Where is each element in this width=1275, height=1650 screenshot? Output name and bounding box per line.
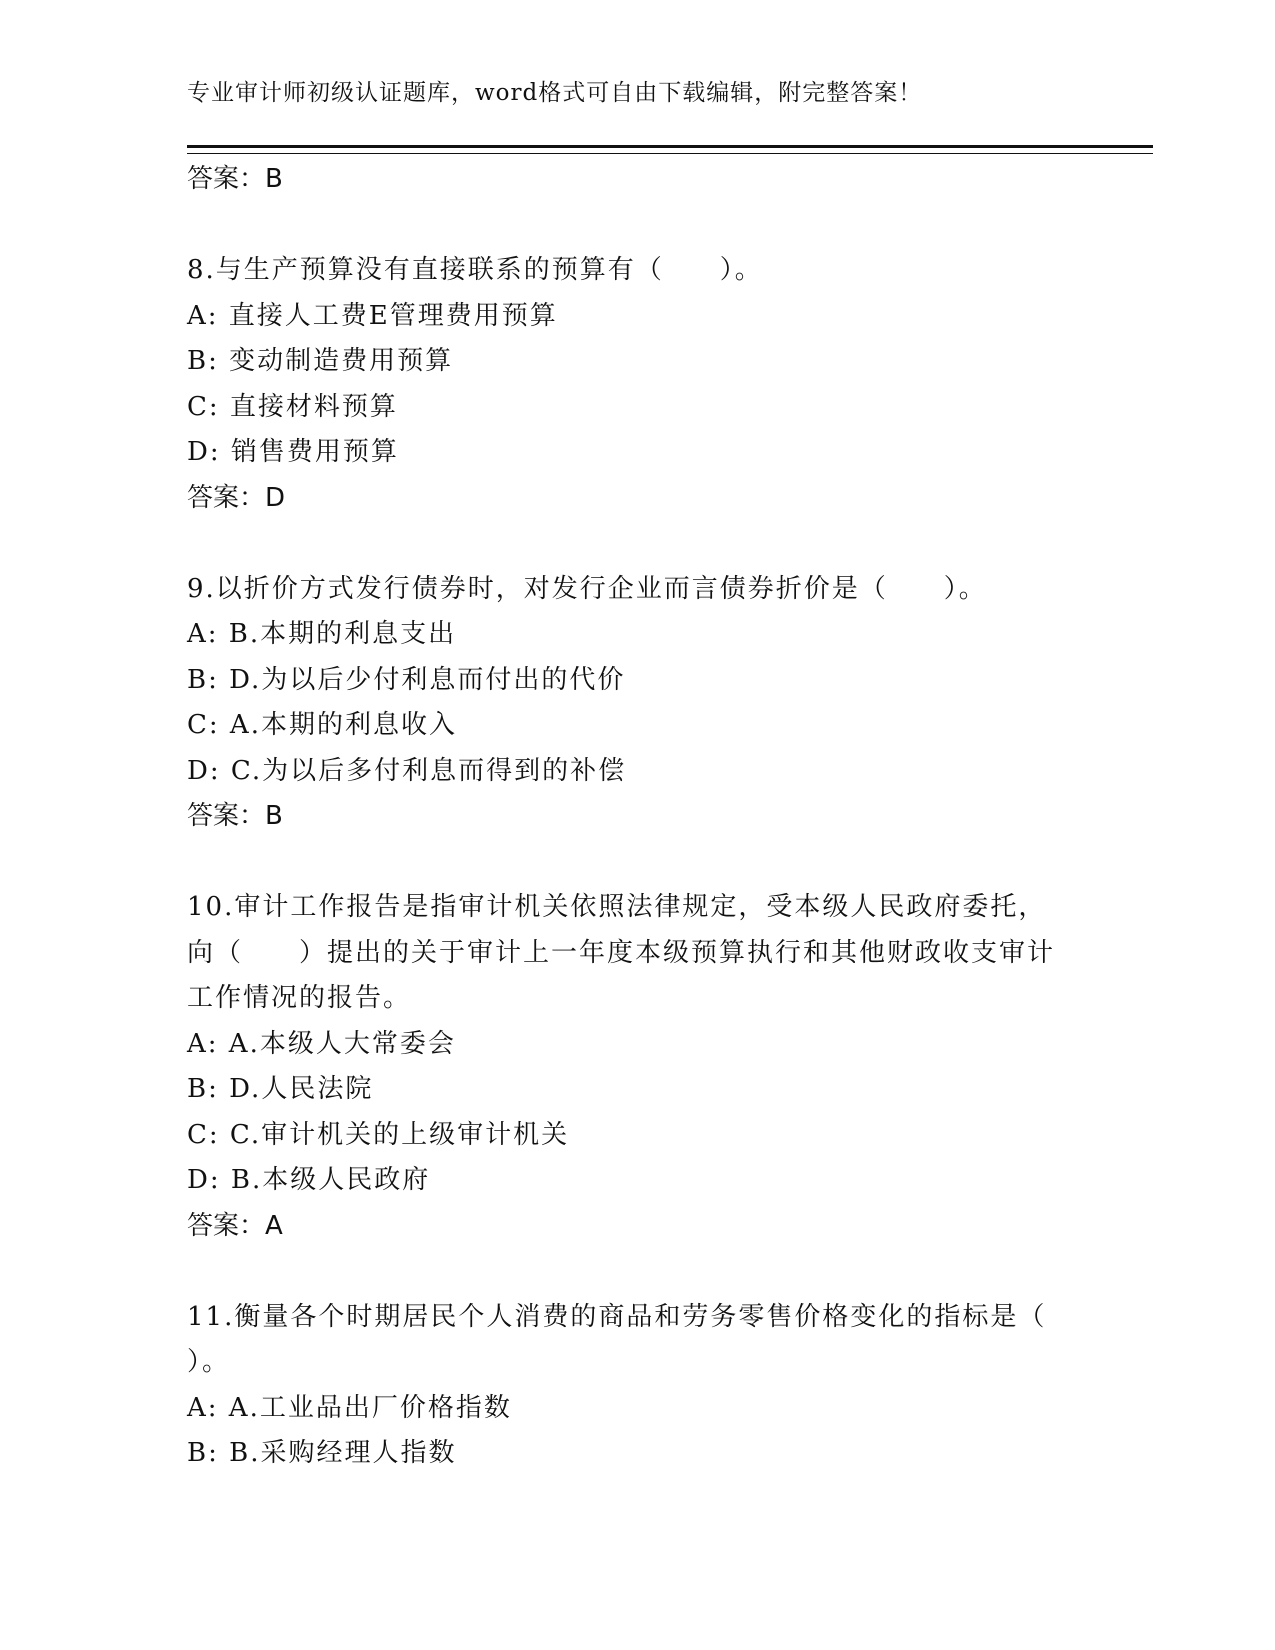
question-block <box>187 567 1107 840</box>
option-d: D: C.为以后多付利息而得到的补偿 <box>187 755 627 786</box>
question-list <box>187 157 1107 1477</box>
option-b: B: 变动制造费用预算 <box>187 346 454 376</box>
question-block <box>187 885 1107 1249</box>
option-a: A: A.本级人大常委会 <box>187 1028 456 1059</box>
option-b: B: D.人民法院 <box>187 1074 374 1104</box>
option-d: D: B.本级人民政府 <box>187 1165 431 1195</box>
question-text: 8.与生产预算没有直接联系的预算有（ ）。 <box>187 255 763 285</box>
spacer <box>187 840 1107 886</box>
option-a: A: A.工业品出厂价格指数 <box>187 1392 512 1423</box>
option-a: A: B.本期的利息支出 <box>187 619 457 649</box>
option-c: C: C.审计机关的上级审计机关 <box>187 1119 570 1150</box>
option-d: D: 销售费用预算 <box>187 437 399 467</box>
question-block <box>187 248 1107 521</box>
question-block <box>187 1295 1107 1477</box>
answer: 答案：B <box>187 801 283 831</box>
question-text: ）。 <box>187 1347 231 1377</box>
option-c: C: 直接材料预算 <box>187 391 398 422</box>
question-text: 10.审计工作报告是指审计机关依照法律规定，受本级人民政府委托， <box>187 892 1047 922</box>
answer: 答案：D <box>187 482 286 513</box>
option-a: A: 直接人工费E管理费用预算 <box>187 300 558 331</box>
header-divider <box>187 145 1153 154</box>
question-text: 工作情况的报告。 <box>187 983 412 1013</box>
question-text: 9.以折价方式发行债券时，对发行企业而言债券折价是（ ）。 <box>187 573 987 604</box>
spacer <box>187 203 1107 249</box>
previous-answer: 答案：B <box>187 164 283 194</box>
option-b: B: D.为以后少付利息而付出的代价 <box>187 664 626 695</box>
answer: 答案：A <box>187 1210 283 1241</box>
question-text: 向（ ）提出的关于审计上一年度本级预算执行和其他财政收支审计 <box>187 937 1056 968</box>
spacer <box>187 521 1107 567</box>
spacer <box>187 1249 1107 1295</box>
option-b: B: B.采购经理人指数 <box>187 1438 457 1468</box>
page-header: 专业审计师初级认证题库，word格式可自由下载编辑，附完整答案！ <box>187 80 923 106</box>
question-text: 11.衡量各个时期居民个人消费的商品和劳务零售价格变化的指标是（ <box>187 1301 1047 1332</box>
option-c: C: A.本期的利息收入 <box>187 710 457 740</box>
